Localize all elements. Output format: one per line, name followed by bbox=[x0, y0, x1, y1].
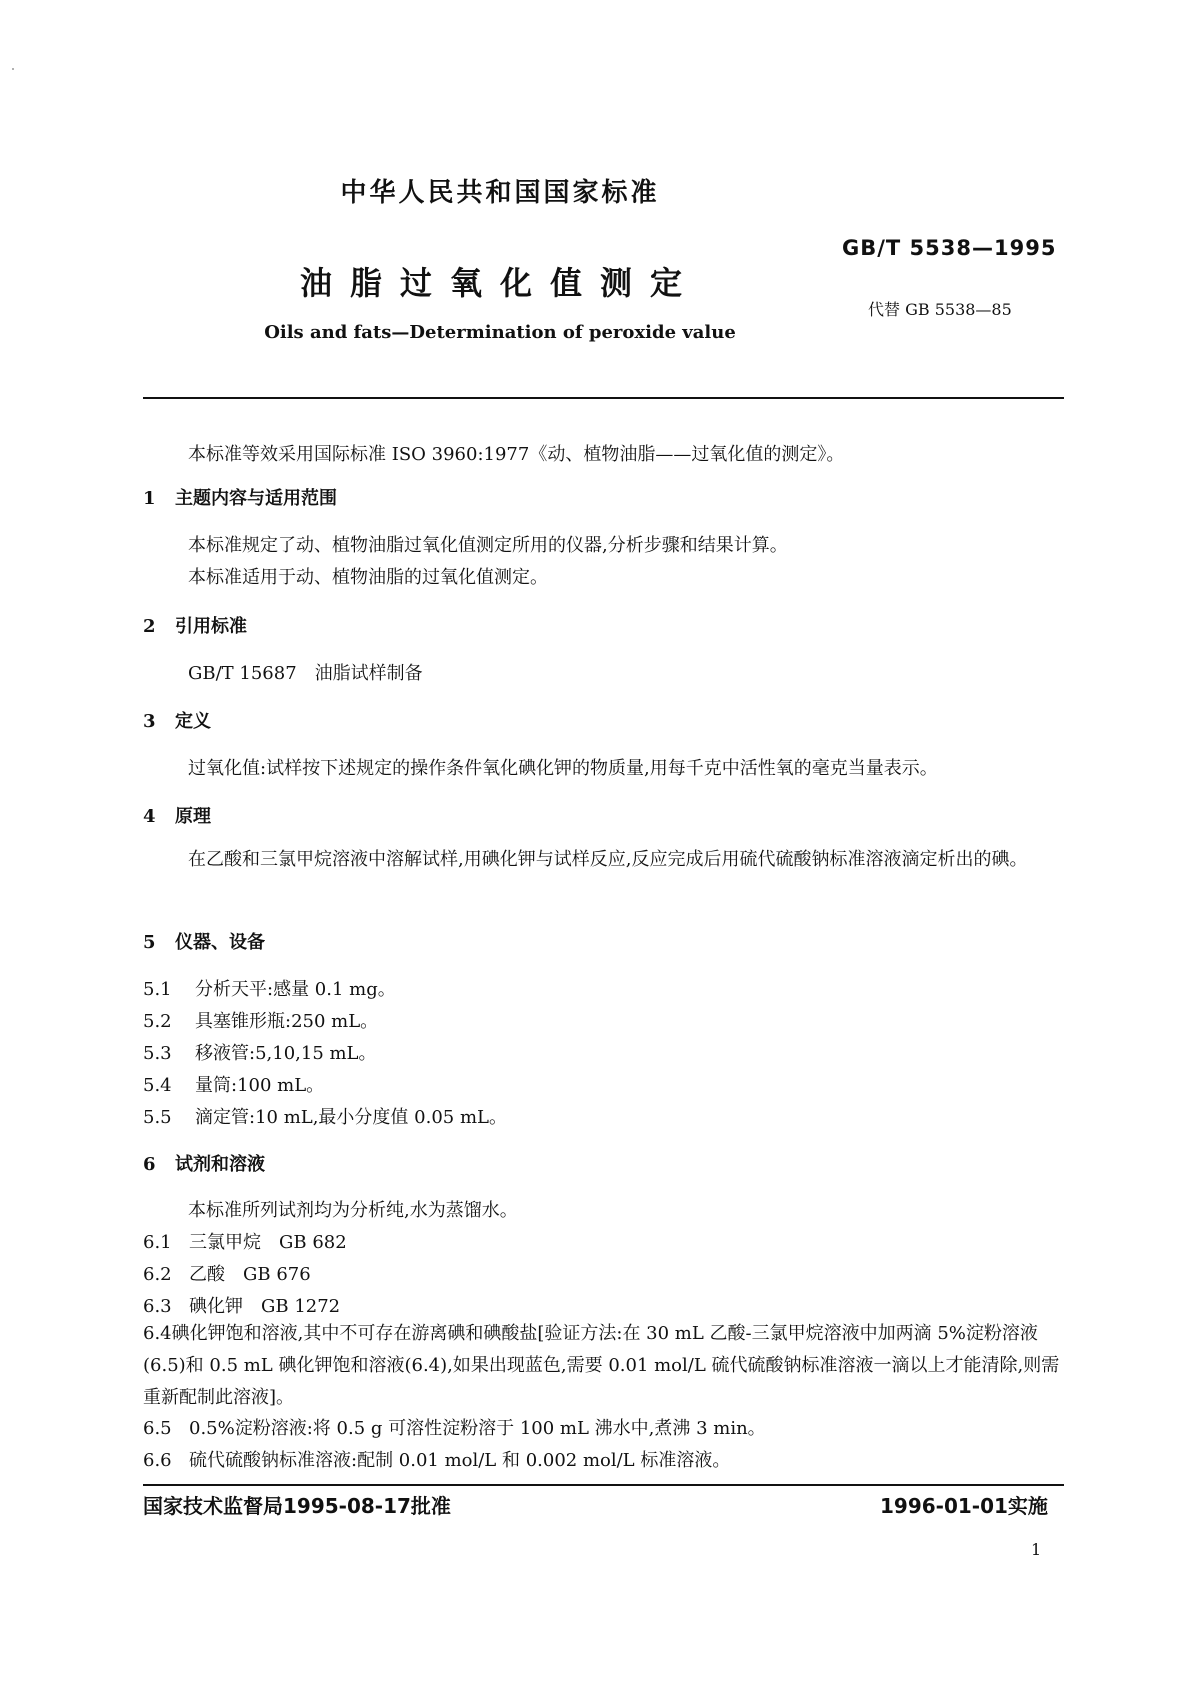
section-number: 6 bbox=[143, 1154, 156, 1175]
standard-title: 中华人民共和国国家标准 bbox=[340, 178, 660, 208]
effective-date: 1996-01-01实施 bbox=[880, 1494, 1048, 1518]
item-text: 0.5%淀粉溶液:将 0.5 g 可溶性淀粉溶于 100 mL 沸水中,煮沸 3 min。 bbox=[189, 1418, 766, 1439]
list-item bbox=[143, 1292, 340, 1318]
item-text: 乙酸 GB 676 bbox=[189, 1264, 311, 1285]
item-text: 碘化钾 GB 1272 bbox=[189, 1296, 341, 1317]
section-3-paragraph-1: 过氧化值:试样按下述规定的操作条件氧化碘化钾的物质量,用每千克中活性氧的毫克当量表示。 bbox=[188, 758, 938, 779]
item-number: 5.4 bbox=[143, 1075, 172, 1096]
list-item bbox=[143, 1007, 378, 1033]
list-item bbox=[143, 1039, 377, 1065]
item-number: 5.5 bbox=[143, 1107, 172, 1128]
list-item bbox=[143, 1260, 311, 1286]
item-number: 6.6 bbox=[143, 1450, 172, 1471]
section-number: 1 bbox=[143, 488, 156, 509]
page-number: 1 bbox=[1031, 1540, 1042, 1559]
standard-number: GB/T 5538—1995 bbox=[842, 236, 1057, 260]
section-6-paragraph-1: 本标准所列试剂均为分析纯,水为蒸馏水。 bbox=[188, 1200, 518, 1221]
section-6-heading bbox=[143, 1150, 265, 1176]
item-text: 移液管:5,10,15 mL。 bbox=[195, 1043, 377, 1064]
item-number: 5.3 bbox=[143, 1043, 172, 1064]
list-item bbox=[143, 1446, 730, 1472]
section-2-paragraph-1: GB/T 15687 油脂试样制备 bbox=[188, 663, 423, 684]
section-number: 2 bbox=[143, 616, 156, 637]
section-number: 3 bbox=[143, 711, 156, 732]
item-number: 6.5 bbox=[143, 1418, 172, 1439]
replaces-standard: 代替 GB 5538—85 bbox=[868, 300, 1012, 319]
item-number: 6.2 bbox=[143, 1264, 172, 1285]
section-number: 5 bbox=[143, 932, 156, 953]
item-number: 5.1 bbox=[143, 979, 172, 1000]
item-text: 分析天平:感量 0.1 mg。 bbox=[195, 979, 396, 1000]
intro-paragraph: 本标准等效采用国际标准 ISO 3960:1977《动、植物油脂——过氧化值的测定》。 bbox=[188, 444, 845, 465]
item-text: 三氯甲烷 GB 682 bbox=[189, 1232, 347, 1253]
section-title: 主题内容与适用范围 bbox=[175, 488, 337, 509]
item-number: 6.3 bbox=[143, 1296, 172, 1317]
section-title: 定义 bbox=[175, 711, 211, 732]
section-3-heading bbox=[143, 707, 211, 733]
item-text: 量筒:100 mL。 bbox=[195, 1075, 325, 1096]
english-title: Oils and fats—Determination of peroxide value bbox=[264, 322, 736, 343]
approval-date: 国家技术监督局1995-08-17批准 bbox=[143, 1494, 451, 1518]
section-1-heading bbox=[143, 484, 337, 510]
section-5-heading bbox=[143, 928, 265, 954]
item-number: 5.2 bbox=[143, 1011, 172, 1032]
item-number: 6.4 bbox=[143, 1323, 172, 1344]
item-text: 碘化钾饱和溶液,其中不可存在游离碘和碘酸盐[验证方法:在 30 mL 乙酸-三氯甲烷溶液中加两滴 5%淀粉溶液(6.5)和 0.5 mL 碘化钾饱和溶液(6.4),如果出现蓝色,需要 0.01 mol/L 硫代硫酸钠标准溶液一滴以上才能清除,则需重新配制此溶液]。 bbox=[143, 1323, 1060, 1408]
header-rule bbox=[143, 397, 1064, 399]
list-item bbox=[143, 975, 396, 1001]
item-text: 滴定管:10 mL,最小分度值 0.05 mL。 bbox=[195, 1107, 507, 1128]
section-title: 仪器、设备 bbox=[175, 932, 265, 953]
list-item bbox=[143, 1228, 347, 1254]
section-number: 4 bbox=[143, 806, 156, 827]
section-title: 引用标准 bbox=[175, 616, 247, 637]
item-text: 硫代硫酸钠标准溶液:配制 0.01 mol/L 和 0.002 mol/L 标准溶液。 bbox=[189, 1450, 731, 1471]
list-item bbox=[143, 1414, 766, 1440]
section-title: 试剂和溶液 bbox=[175, 1154, 265, 1175]
section-1-paragraph-2: 本标准适用于动、植物油脂的过氧化值测定。 bbox=[188, 567, 548, 588]
list-item bbox=[143, 1318, 1067, 1414]
section-4-heading bbox=[143, 802, 211, 828]
list-item bbox=[143, 1071, 324, 1097]
list-item bbox=[143, 1103, 507, 1129]
section-1-paragraph-1: 本标准规定了动、植物油脂过氧化值测定所用的仪器,分析步骤和结果计算。 bbox=[188, 535, 788, 556]
scan-speck bbox=[12, 68, 14, 70]
document-title: 油脂过氧化值测定 bbox=[299, 264, 700, 302]
section-title: 原理 bbox=[175, 806, 211, 827]
section-4-paragraph-1: 在乙酸和三氯甲烷溶液中溶解试样,用碘化钾与试样反应,反应完成后用硫代硫酸钠标准溶液滴定析出的碘。 bbox=[188, 849, 1028, 870]
item-text: 具塞锥形瓶:250 mL。 bbox=[195, 1011, 379, 1032]
section-2-heading bbox=[143, 612, 247, 638]
item-number: 6.1 bbox=[143, 1232, 172, 1253]
footer-rule bbox=[143, 1484, 1064, 1486]
